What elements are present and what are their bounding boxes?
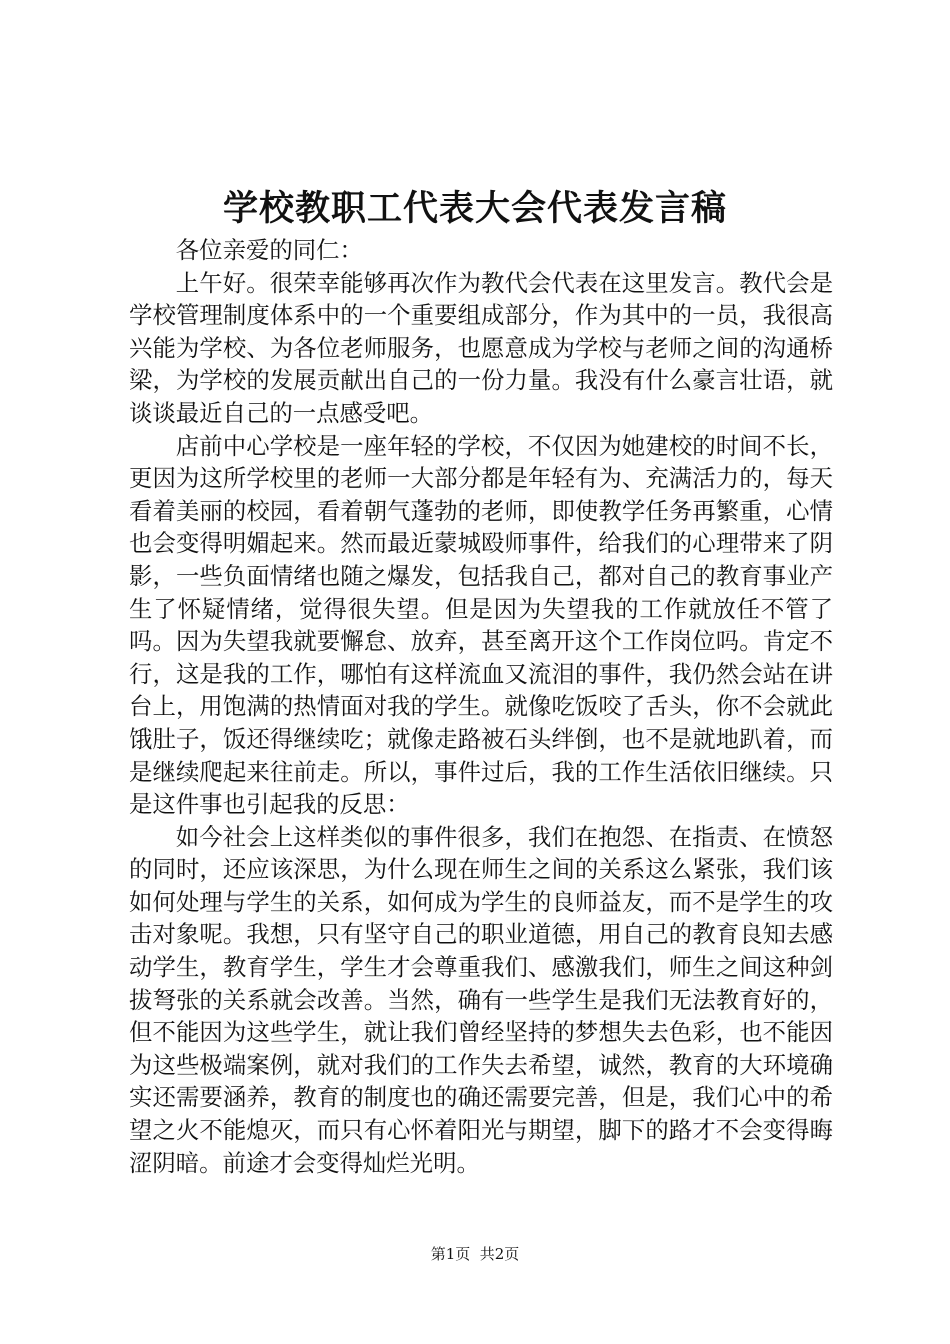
document-body (129, 234, 833, 1179)
document-title: 学校教职工代表大会代表发言稿 (222, 188, 727, 229)
body-paragraph-2: 店前中心学校是一座年轻的学校，不仅因为她建校的时间不长，更因为这所学校里的老师一大部分都是年轻有为、充满活力的，每天看着美丽的校园，看着朝气蓬勃的老师，即使教学任务再繁重，心情也会变得明媚起来。然而最近蒙城殴师事件，给我们的心理带来了阴影，一些负面情绪也随之爆发，包括我自己，都对自己的教育事业产生了怀疑情绪，觉得很失望。但是因为失望我的工作就放任不管了吗。因为失望我就要懈怠、放弃，甚至离开这个工作岗位吗。肯定不行，这是我的工作，哪怕有这样流血又流泪的事件，我仍然会站在讲台上，用饱满的热情面对我的学生。就像吃饭咬了舌头，你不会就此饿肚子，饭还得继续吃；就像走路被石头绊倒，也不是就地趴着，而是继续爬起来往前走。所以，事件过后，我的工作生活依旧继续。只是这件事也引起我的反思： (129, 431, 833, 819)
greeting-paragraph: 各位亲爱的同仁： (175, 236, 363, 264)
page-number-label: 第1页 共2页 (430, 1245, 520, 1263)
body-paragraph-1: 上午好。很荣幸能够再次作为教代会代表在这里发言。教代会是学校管理制度体系中的一个重要组成部分，作为其中的一员，我很高兴能为学校、为各位老师服务，也愿意成为学校与老师之间的沟通桥梁，为学校的发展贡献出自己的一份力量。我没有什么豪言壮语，就谈谈最近自己的一点感受吧。 (129, 268, 833, 427)
page-footer (0, 1244, 950, 1264)
body-paragraph-3: 如今社会上这样类似的事件很多，我们在抱怨、在指责、在愤怒的同时，还应该深思，为什么现在师生之间的关系这么紧张，我们该如何处理与学生的关系，如何成为学生的良师益友，而不是学生的攻击对象呢。我想，只有坚守自己的职业道德，用自己的教育良知去感动学生，教育学生，学生才会尊重我们、感激我们，师生之间这种剑拔弩张的关系就会改善。当然，确有一些学生是我们无法教育好的，但不能因为这些学生，就让我们曾经坚持的梦想失去色彩，也不能因为这些极端案例，就对我们的工作失去希望，诚然，教育的大环境确实还需要涵养，教育的制度也的确还需要完善，但是，我们心中的希望之火不能熄灭，而只有心怀着阳光与期望，脚下的路才不会变得晦涩阴暗。前途才会变得灿烂光明。 (129, 822, 833, 1177)
